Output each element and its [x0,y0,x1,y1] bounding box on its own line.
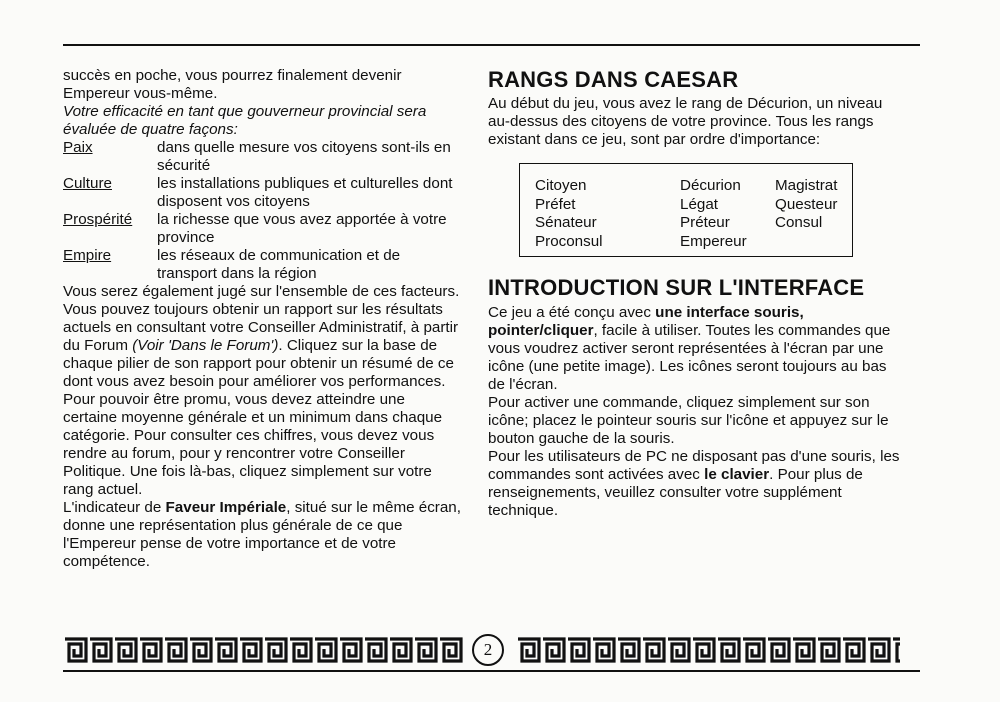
evaluation-intro: Votre efficacité en tant que gouverneur provincial sera évaluée de quatre façons: [63,103,427,138]
ranks-column-3 [775,177,837,233]
forum-reference: (Voir 'Dans le Forum') [132,337,279,354]
ranks-column-1 [535,177,603,251]
rank-item: Consul [775,214,823,231]
keyboard-paragraph [488,448,903,520]
greek-key-border-right [516,636,900,664]
criterion-prosperite [63,211,463,247]
interface-paragraph [488,304,903,394]
keyboard-bold: le clavier [704,466,770,483]
ranks-intro: Au début du jeu, vous avez le rang de Décurion, un niveau au-dessus des citoyens de votre province. Tous les rangs existant dans ce jeu, sont par ordre d'importance: [488,95,883,148]
rank-item: Citoyen [535,177,587,194]
keyboard-text-b: . Pour plus de renseignements, veuillez consulter votre supplément technique. [488,466,863,519]
promotion-paragraph: Pour pouvoir être promu, vous devez atteindre une certaine moyenne générale et un minimum dans chaque catégorie. Pour consulter ces chiffres, vous devez vous rendre au forum, pour y rencontrer votre Conseiller Politique. Une fois là-bas, cliquez simplement sur votre rang actuel. [63,391,443,498]
ranks-heading: RANGS DANS CAESAR [488,67,739,92]
rank-item: Questeur [775,195,838,213]
criterion-term: Culture [63,175,112,192]
criterion-empire [63,247,463,283]
rank-item: Proconsul [535,232,603,250]
criterion-desc: les installations publiques et culturelles dont disposent vos citoyens [157,175,453,210]
activate-paragraph: Pour activer une commande, cliquez simplement sur son icône; placez le pointeur souris sur l'icône et appuyez sur le bouton gauche de la souris. [488,394,889,447]
criterion-culture [63,175,463,211]
greek-key-border-left [63,636,463,664]
rank-item: Préteur [680,214,730,231]
report-paragraph [63,283,463,391]
rank-item: Légat [680,195,719,213]
rank-item: Magistrat [775,177,838,194]
criterion-paix [63,139,463,175]
report-text-a: Vous serez également jugé sur l'ensemble de ces facteurs. Vous pouvez toujours obtenir un rapport sur les résultats actuels en consultant votre Conseiller Administratif, à partir du Forum [63,283,460,354]
left-column [63,67,463,571]
report-text-b: . Cliquez sur la base de chaque pilier de son rapport pour obtenir un résumé de ce dont vous avez besoin pour améliorer vos performances. [63,337,454,390]
favor-term: Faveur Impériale [165,499,287,516]
criterion-term: Paix [63,139,93,156]
favor-text-a: L'indicateur de [63,499,166,516]
page-number: 2 [472,634,504,666]
ranks-box [519,163,853,257]
interface-bold: une interface souris, pointer/cliquer [488,304,804,339]
intro-paragraph: succès en poche, vous pourrez finalement devenir Empereur vous-même. [63,67,402,102]
criterion-term: Empire [63,247,112,264]
criterion-desc: dans quelle mesure vos citoyens sont-ils en sécurité [157,139,451,174]
interface-text-a: Ce jeu a été conçu avec [488,304,656,321]
imperial-favor-paragraph [63,499,463,571]
keyboard-text-a: Pour les utilisateurs de PC ne disposant pas d'une souris, les commandes sont activées avec [488,448,900,483]
criterion-desc: les réseaux de communication et de transport dans la région [157,247,401,282]
rank-item: Préfet [535,195,576,213]
bottom-rule [63,670,920,672]
criterion-desc: la richesse que vous avez apportée à votre province [157,211,447,246]
criterion-term: Prospérité [63,211,133,228]
ranks-column-2 [680,177,747,251]
top-rule [63,44,920,46]
rank-item: Empereur [680,232,747,250]
rank-item: Sénateur [535,214,597,231]
rank-item: Décurion [680,177,741,194]
interface-heading: INTRODUCTION SUR L'INTERFACE [488,275,865,300]
right-column [488,67,903,520]
interface-text-b: , facile à utiliser. Toutes les commandes que vous voudrez activer seront représentées à l'écran par une icône (une petite image). Les icônes seront toujours au bas de l'écran. [488,322,891,393]
favor-text-b: , situé sur le même écran, donne une représentation plus générale de ce que l'Empereur pense de votre importance et de votre compétence. [63,499,461,570]
